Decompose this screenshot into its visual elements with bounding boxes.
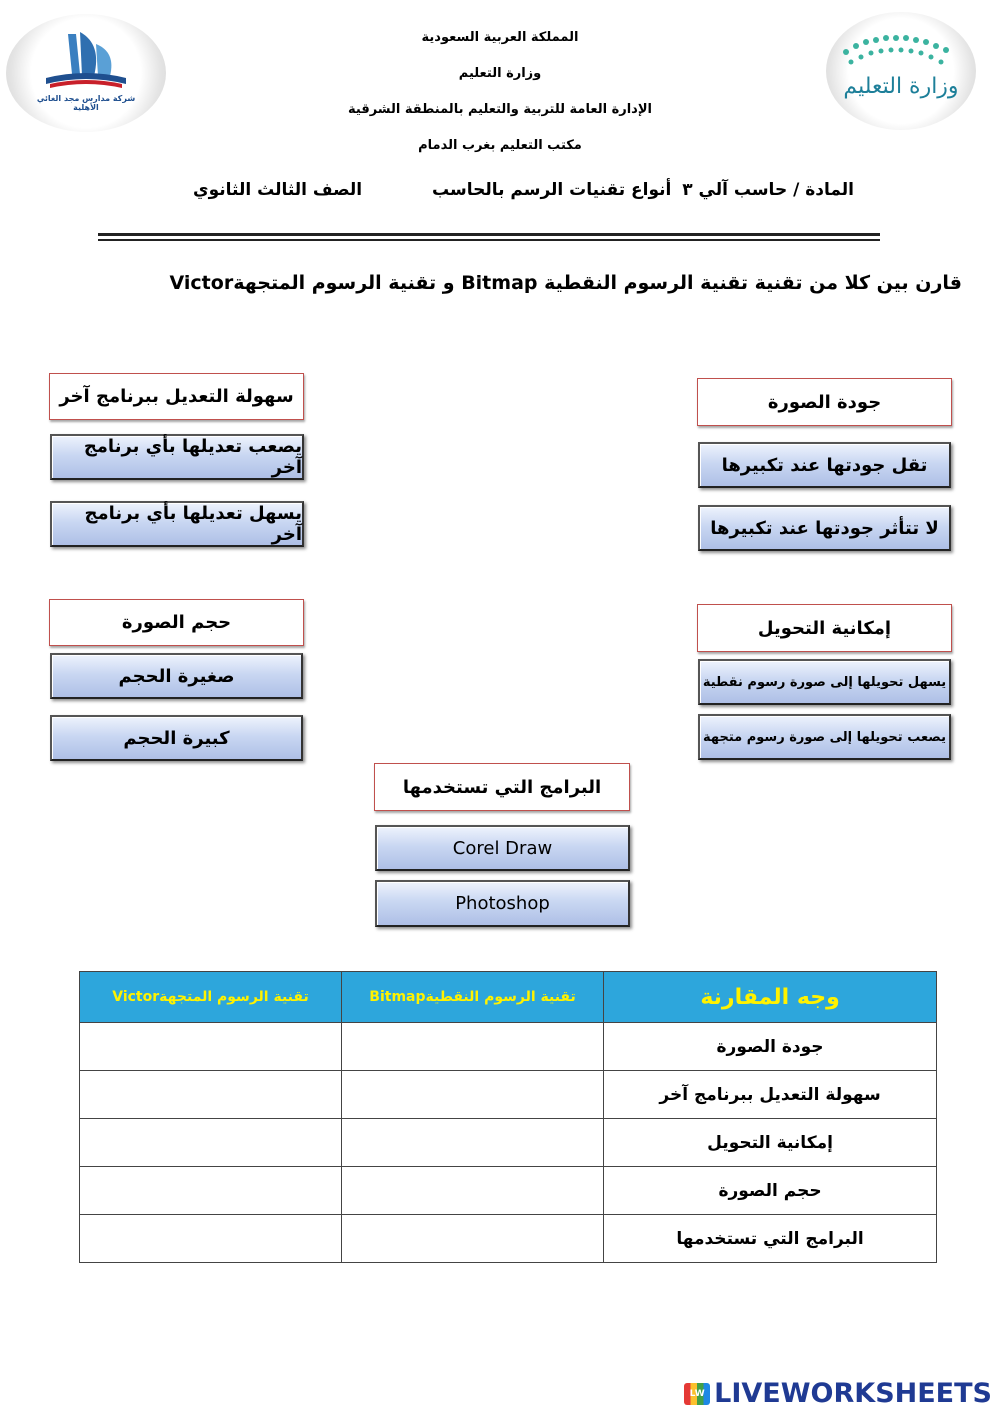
row-label-quality: جودة الصورة [604,1023,937,1071]
table-row [80,1023,937,1071]
table-row [80,1167,937,1215]
header-line-office: مكتب التعليم بغرب الدمام [418,138,582,153]
table-row [80,1071,937,1119]
header-line-ministry: وزارة التعليم [458,66,542,81]
heading-programs: البرامج التي تستخدمها [374,763,630,811]
tile-program-corel[interactable]: Corel Draw [375,825,630,871]
drop-cell-bitmap-size[interactable] [341,1167,603,1215]
subject-label: المادة / حاسب آلي ٣ [682,180,854,200]
tile-quality-option-1[interactable]: تقل جودتها عند تكبيرها [698,442,951,488]
heading-quality: جودة الصورة [697,378,952,426]
row-label-programs: البرامج التي تستخدمها [604,1215,937,1263]
comparison-table [79,971,937,1263]
drop-cell-vector-quality[interactable] [80,1023,342,1071]
table-header-row [80,972,937,1023]
drop-cell-bitmap-editing[interactable] [341,1071,603,1119]
table-row [80,1119,937,1167]
heading-conversion: إمكانية التحويل [697,604,952,652]
drop-cell-vector-size[interactable] [80,1167,342,1215]
drop-cell-vector-editing[interactable] [80,1071,342,1119]
liveworksheets-text: LIVEWORKSHEETS [714,1378,992,1409]
liveworksheets-brand[interactable] [684,1378,992,1409]
row-label-size: حجم الصورة [604,1167,937,1215]
header-divider-top [98,233,880,236]
header-vector: تقنية الرسوم المتجهةVictor [80,972,342,1023]
tile-editing-option-2[interactable]: يسهل تعديلها بأي برنامج آخر [50,501,304,547]
tile-conversion-option-1[interactable]: يسهل تحويلها إلى صورة رسوم نقطية [698,659,951,705]
tile-size-option-1[interactable]: صغيرة الحجم [50,653,303,699]
header-line-directorate: الإدارة العامة للتربية والتعليم بالمنطقة الشرقية [348,102,652,117]
tile-conversion-option-2[interactable]: يصعب تحويلها إلى صورة رسوم متجهة [698,714,951,760]
table-row [80,1215,937,1263]
grade-label: الصف الثالث الثانوي [193,180,363,200]
ministry-logo-text: وزارة التعليم [843,74,959,99]
school-logo-text: شركة مدارس مجد الغائي الأهلية [36,94,136,112]
drop-cell-vector-programs[interactable] [80,1215,342,1263]
heading-size: حجم الصورة [49,599,304,646]
lesson-title: أنواع تقنيات الرسم بالحاسب [432,180,672,200]
tile-size-option-2[interactable]: كبيرة الحجم [50,715,303,761]
liveworksheets-logo-mark: LW [689,1388,705,1399]
drop-cell-bitmap-conversion[interactable] [341,1119,603,1167]
heading-editing: سهولة التعديل ببرنامج آخر [49,373,304,420]
tile-program-photoshop[interactable]: Photoshop [375,880,630,927]
instruction-text: قارن بين كلا من تقنية تقنية الرسوم النقطية Bitmap و تقنية الرسوم المتجهةVictor [169,272,962,294]
liveworksheets-logo-icon [684,1383,710,1405]
header-line-country: المملكة العربية السعودية [421,30,579,45]
drop-cell-bitmap-programs[interactable] [341,1215,603,1263]
header-bitmap: تقنية الرسوم النقطيةBitmap [341,972,603,1023]
tile-quality-option-2[interactable]: لا تتأثر جودتها عند تكبيرها [698,505,951,551]
header-comparison-aspect: وجه المقارنة [604,972,937,1023]
header-divider-bottom [98,239,880,241]
row-label-conversion: إمكانية التحويل [604,1119,937,1167]
row-label-editing: سهولة التعديل ببرنامج آخر [604,1071,937,1119]
drop-cell-bitmap-quality[interactable] [341,1023,603,1071]
tile-editing-option-1[interactable]: يصعب تعديلها بأي برنامج آخر [50,434,304,480]
drop-cell-vector-conversion[interactable] [80,1119,342,1167]
